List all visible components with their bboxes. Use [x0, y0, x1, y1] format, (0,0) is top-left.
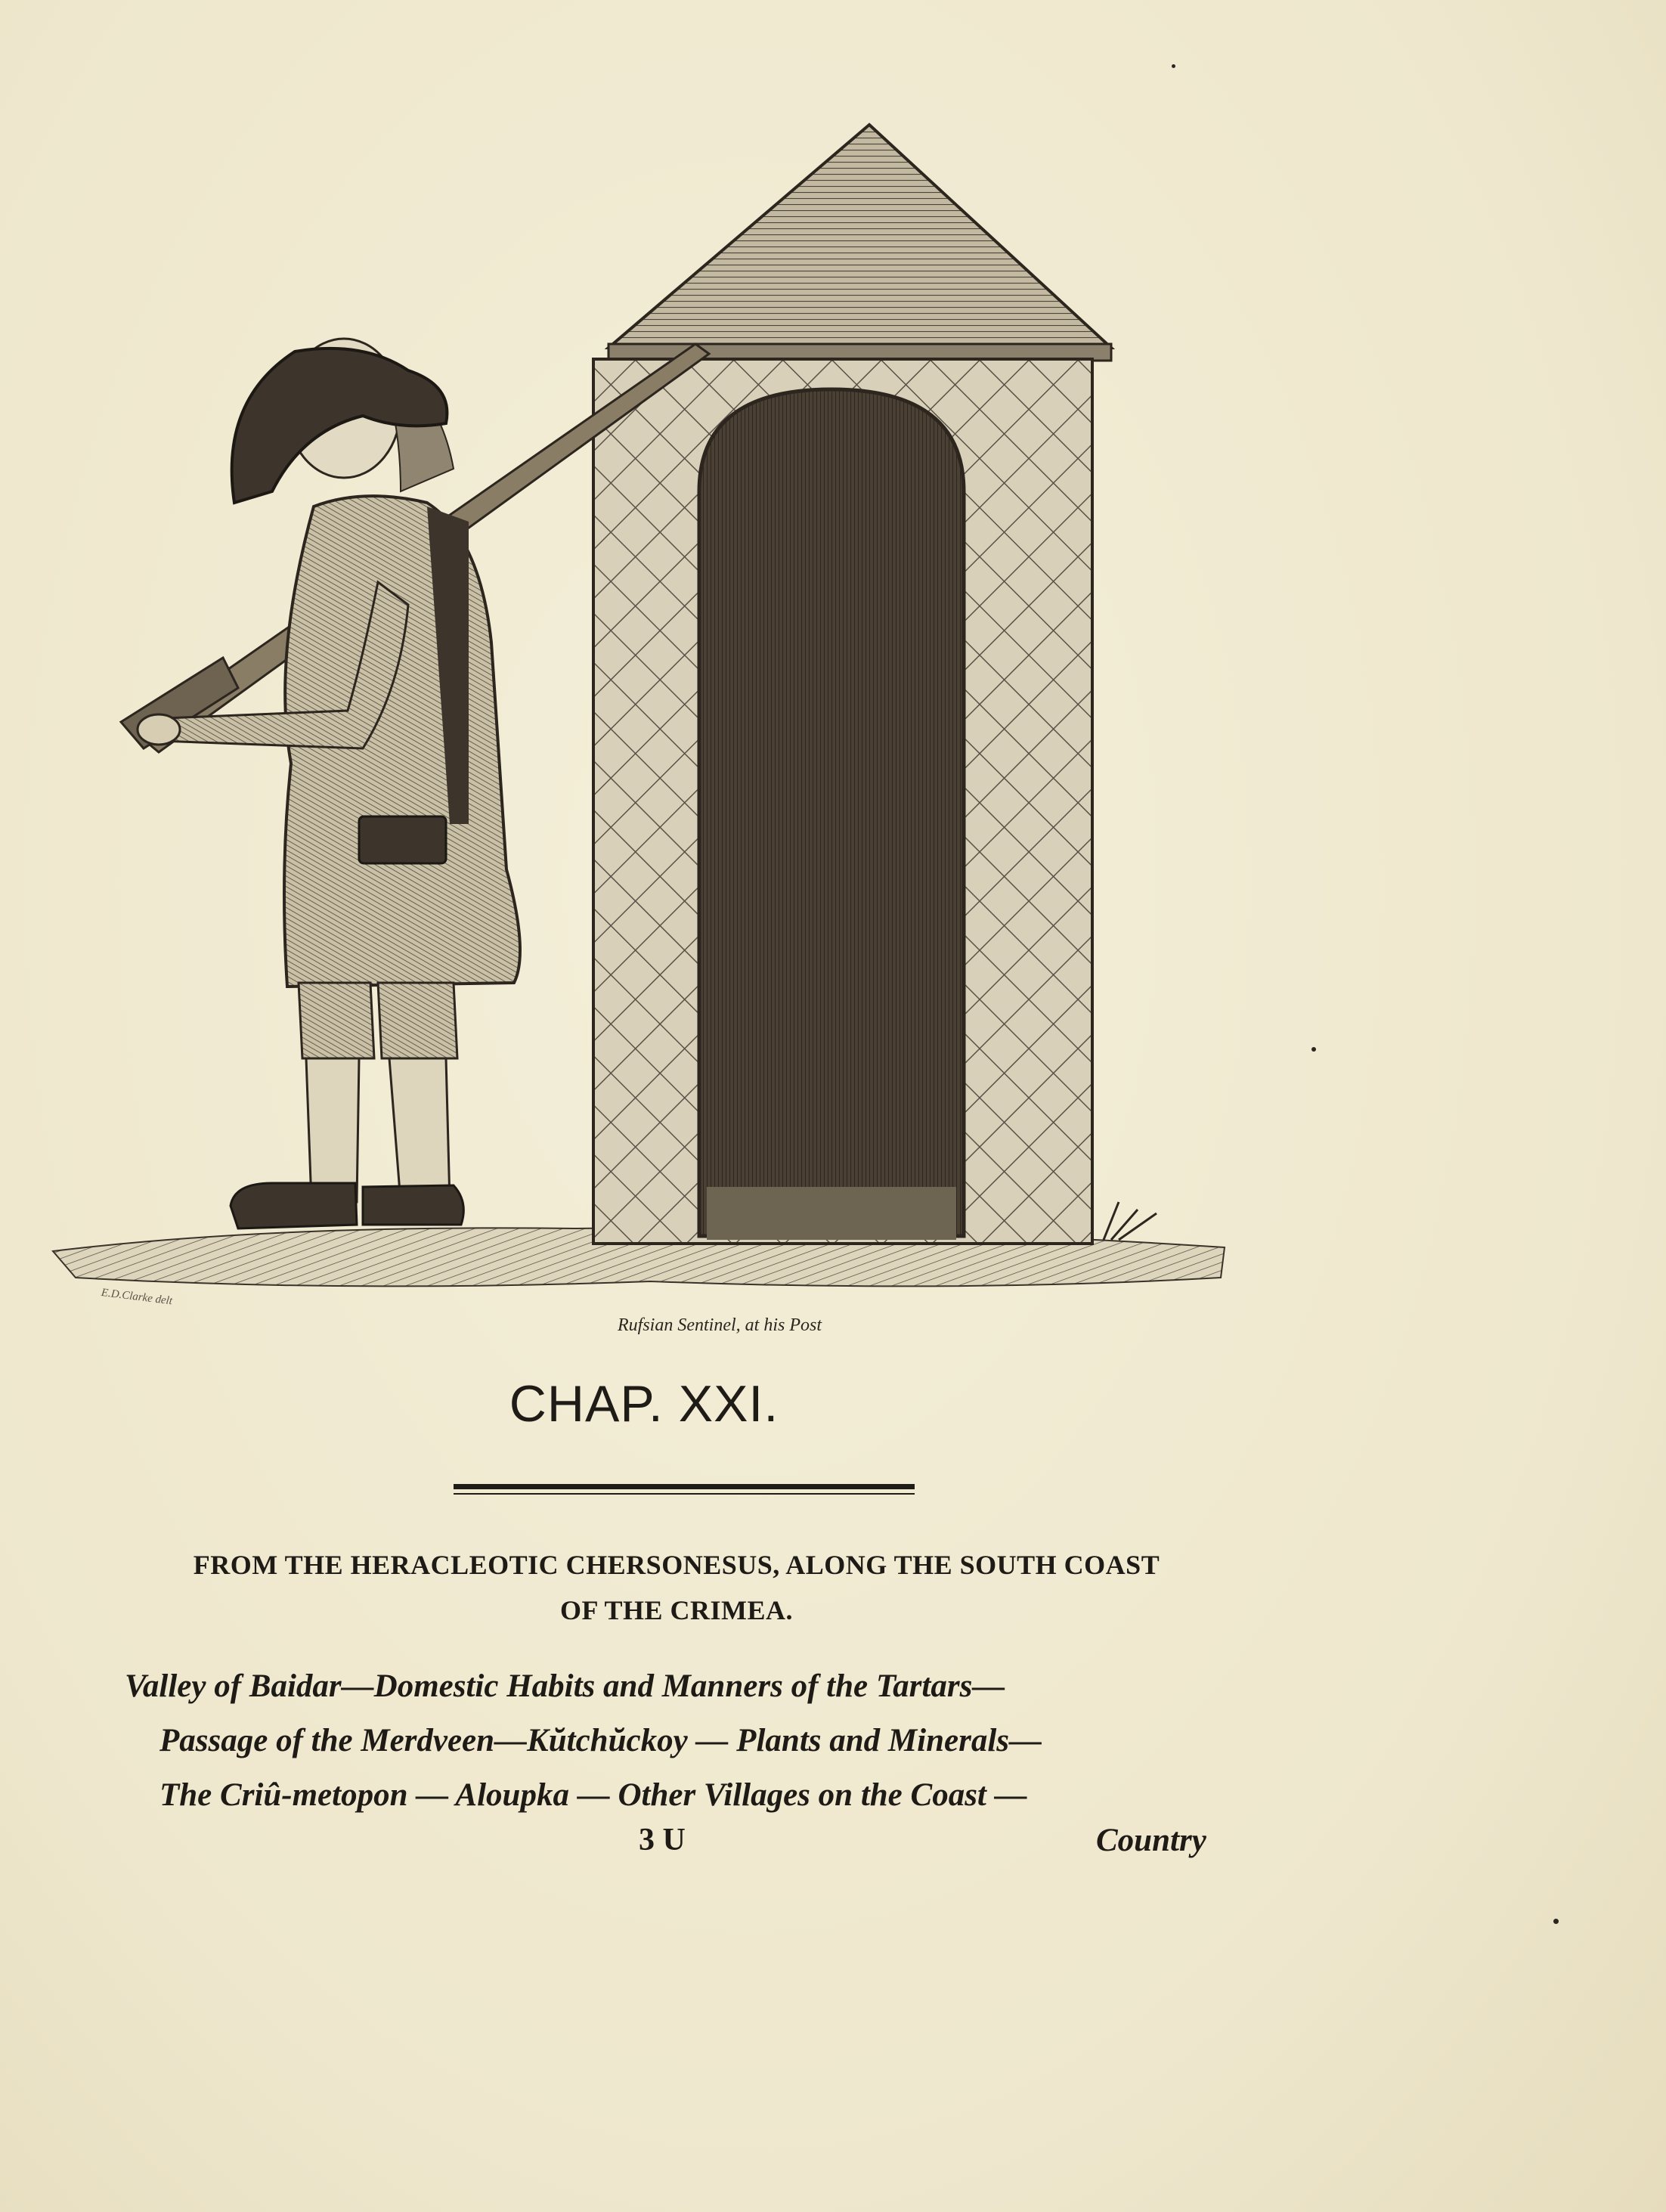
plate-caption-text: Rufsian Sentinel, at his Post: [618, 1315, 822, 1335]
chapter-heading: [0, 1374, 1666, 1433]
subtitle-line-2: OF THE CRIMEA.: [559, 1595, 794, 1625]
shoe-left: [231, 1183, 357, 1228]
sentry-box: [593, 125, 1111, 1244]
sentry-box-doorway: [699, 389, 964, 1236]
engraving-russian-sentinel: [45, 113, 1240, 1293]
ink-speck: [1172, 64, 1175, 68]
ink-speck: [1553, 1919, 1559, 1924]
chapter-heading-text: CHAP. XXI.: [509, 1375, 779, 1433]
ink-speck: [1311, 1047, 1316, 1052]
signature-mark: 3 U: [639, 1823, 686, 1857]
chapter-subtitle: [113, 1542, 1240, 1633]
contents-line-1: Valley of Baidar—Domestic Habits and Manners of the Tartars—: [125, 1668, 1005, 1704]
decorative-rule-thick: [454, 1484, 915, 1489]
contents-line-2: Passage of the Merdveen—Kŭtchŭckoy — Plants and Minerals—: [159, 1723, 1042, 1758]
catchword: Country: [1096, 1823, 1206, 1858]
shoe-right: [363, 1185, 463, 1225]
chapter-contents-summary: [125, 1659, 1232, 1823]
artist-credit: E.D.Clarke delt: [101, 1287, 173, 1308]
cartridge-pouch: [359, 816, 446, 863]
plate-caption: [0, 1315, 1666, 1336]
contents-line-3: The Criû-metopon — Aloupka — Other Villages on the Coast —: [159, 1777, 1027, 1813]
decorative-rule-thin: [454, 1493, 915, 1495]
subtitle-line-1: FROM THE HERACLEOTIC CHERSONESUS, ALONG THE SOUTH COAST: [193, 1550, 1160, 1580]
sentry-box-roof: [608, 125, 1111, 348]
